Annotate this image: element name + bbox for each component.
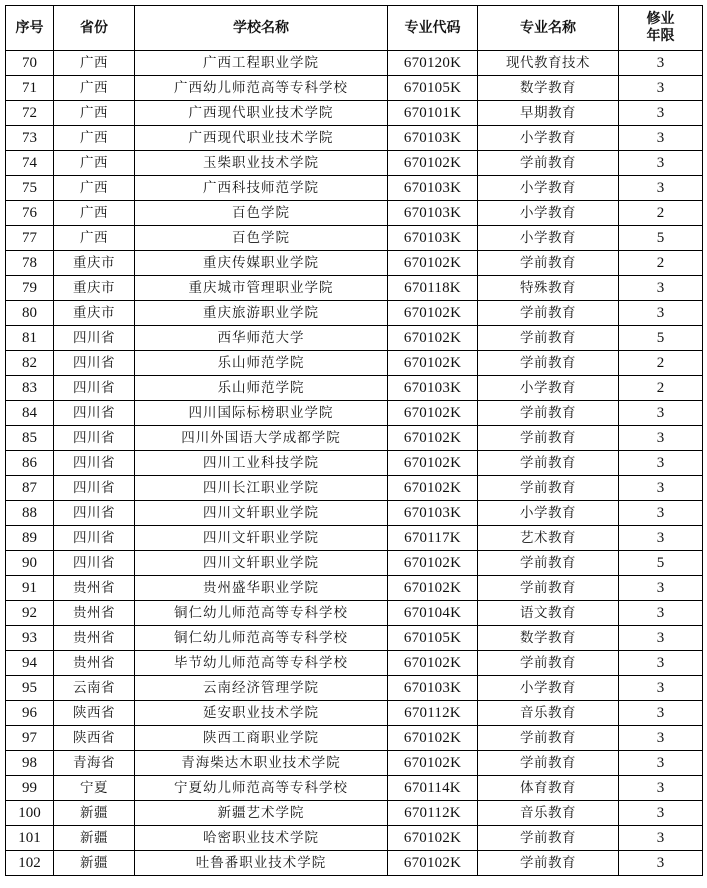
cell-province: 新疆 — [54, 851, 135, 876]
cell-province: 四川省 — [54, 426, 135, 451]
cell-province: 广西 — [54, 151, 135, 176]
cell-code: 670102K — [388, 251, 478, 276]
cell-years: 3 — [619, 701, 703, 726]
cell-no: 83 — [6, 376, 54, 401]
cell-major: 学前教育 — [478, 651, 619, 676]
cell-school: 重庆旅游职业学院 — [135, 301, 388, 326]
cell-school: 乐山师范学院 — [135, 351, 388, 376]
cell-province: 广西 — [54, 176, 135, 201]
cell-code: 670102K — [388, 326, 478, 351]
cell-school: 四川外国语大学成都学院 — [135, 426, 388, 451]
cell-code: 670103K — [388, 676, 478, 701]
cell-no: 97 — [6, 726, 54, 751]
cell-no: 98 — [6, 751, 54, 776]
cell-no: 96 — [6, 701, 54, 726]
cell-code: 670102K — [388, 426, 478, 451]
cell-major: 数学教育 — [478, 626, 619, 651]
cell-province: 重庆市 — [54, 301, 135, 326]
cell-school: 云南经济管理学院 — [135, 676, 388, 701]
cell-major: 学前教育 — [478, 851, 619, 876]
cell-years: 3 — [619, 676, 703, 701]
cell-province: 广西 — [54, 201, 135, 226]
cell-code: 670103K — [388, 126, 478, 151]
cell-province: 四川省 — [54, 551, 135, 576]
cell-code: 670102K — [388, 451, 478, 476]
cell-years: 2 — [619, 376, 703, 401]
cell-code: 670102K — [388, 301, 478, 326]
cell-no: 81 — [6, 326, 54, 351]
cell-major: 学前教育 — [478, 751, 619, 776]
table-row — [6, 426, 703, 451]
table-row — [6, 826, 703, 851]
cell-years: 3 — [619, 276, 703, 301]
cell-years: 3 — [619, 501, 703, 526]
table-row — [6, 601, 703, 626]
header-major: 专业名称 — [478, 6, 619, 51]
cell-code: 670103K — [388, 376, 478, 401]
cell-province: 重庆市 — [54, 276, 135, 301]
cell-no: 94 — [6, 651, 54, 676]
cell-major: 学前教育 — [478, 551, 619, 576]
cell-years: 3 — [619, 751, 703, 776]
cell-province: 四川省 — [54, 476, 135, 501]
cell-major: 现代教育技术 — [478, 51, 619, 76]
cell-major: 学前教育 — [478, 426, 619, 451]
table-row — [6, 451, 703, 476]
program-table — [5, 5, 703, 876]
cell-major: 体育教育 — [478, 776, 619, 801]
cell-code: 670102K — [388, 151, 478, 176]
cell-school: 延安职业技术学院 — [135, 701, 388, 726]
table-row — [6, 401, 703, 426]
table-header — [6, 6, 703, 51]
cell-years: 5 — [619, 226, 703, 251]
cell-code: 670114K — [388, 776, 478, 801]
cell-code: 670105K — [388, 626, 478, 651]
cell-major: 学前教育 — [478, 251, 619, 276]
cell-no: 100 — [6, 801, 54, 826]
cell-school: 西华师范大学 — [135, 326, 388, 351]
cell-major: 数学教育 — [478, 76, 619, 101]
cell-school: 四川文轩职业学院 — [135, 501, 388, 526]
table-row — [6, 301, 703, 326]
cell-no: 71 — [6, 76, 54, 101]
table-row — [6, 476, 703, 501]
cell-code: 670103K — [388, 226, 478, 251]
cell-province: 四川省 — [54, 526, 135, 551]
cell-major: 特殊教育 — [478, 276, 619, 301]
cell-code: 670102K — [388, 851, 478, 876]
cell-years: 3 — [619, 651, 703, 676]
table-row — [6, 726, 703, 751]
cell-major: 学前教育 — [478, 576, 619, 601]
cell-years: 5 — [619, 326, 703, 351]
header-school: 学校名称 — [135, 6, 388, 51]
cell-years: 5 — [619, 551, 703, 576]
cell-years: 3 — [619, 301, 703, 326]
cell-province: 云南省 — [54, 676, 135, 701]
cell-province: 四川省 — [54, 351, 135, 376]
cell-province: 广西 — [54, 76, 135, 101]
cell-province: 新疆 — [54, 801, 135, 826]
cell-years: 2 — [619, 251, 703, 276]
cell-years: 3 — [619, 576, 703, 601]
cell-school: 哈密职业技术学院 — [135, 826, 388, 851]
cell-code: 670102K — [388, 476, 478, 501]
cell-no: 73 — [6, 126, 54, 151]
table-body — [6, 51, 703, 876]
header-years-line2: 年限 — [646, 28, 675, 44]
cell-years: 3 — [619, 51, 703, 76]
cell-province: 四川省 — [54, 401, 135, 426]
cell-code: 670112K — [388, 701, 478, 726]
cell-major: 学前教育 — [478, 726, 619, 751]
cell-province: 四川省 — [54, 326, 135, 351]
cell-no: 72 — [6, 101, 54, 126]
cell-years: 3 — [619, 626, 703, 651]
header-province: 省份 — [54, 6, 135, 51]
cell-school: 重庆传媒职业学院 — [135, 251, 388, 276]
table-row — [6, 76, 703, 101]
cell-school: 毕节幼儿师范高等专科学校 — [135, 651, 388, 676]
table-row — [6, 251, 703, 276]
cell-major: 小学教育 — [478, 201, 619, 226]
cell-major: 小学教育 — [478, 501, 619, 526]
cell-major: 音乐教育 — [478, 801, 619, 826]
table-row — [6, 51, 703, 76]
cell-code: 670102K — [388, 576, 478, 601]
cell-years: 3 — [619, 801, 703, 826]
cell-major: 小学教育 — [478, 226, 619, 251]
cell-school: 重庆城市管理职业学院 — [135, 276, 388, 301]
cell-code: 670120K — [388, 51, 478, 76]
cell-school: 百色学院 — [135, 201, 388, 226]
cell-years: 2 — [619, 201, 703, 226]
table-row — [6, 276, 703, 301]
cell-school: 四川文轩职业学院 — [135, 551, 388, 576]
cell-no: 95 — [6, 676, 54, 701]
table-row — [6, 751, 703, 776]
cell-code: 670103K — [388, 201, 478, 226]
cell-school: 四川工业科技学院 — [135, 451, 388, 476]
cell-school: 铜仁幼儿师范高等专科学校 — [135, 601, 388, 626]
cell-years: 3 — [619, 101, 703, 126]
cell-province: 宁夏 — [54, 776, 135, 801]
cell-no: 76 — [6, 201, 54, 226]
table-row — [6, 201, 703, 226]
cell-school: 宁夏幼儿师范高等专科学校 — [135, 776, 388, 801]
cell-no: 99 — [6, 776, 54, 801]
table-row — [6, 151, 703, 176]
cell-no: 85 — [6, 426, 54, 451]
table-row — [6, 651, 703, 676]
cell-school: 广西工程职业学院 — [135, 51, 388, 76]
cell-school: 吐鲁番职业技术学院 — [135, 851, 388, 876]
cell-years: 3 — [619, 176, 703, 201]
table-row — [6, 676, 703, 701]
cell-major: 小学教育 — [478, 176, 619, 201]
cell-code: 670112K — [388, 801, 478, 826]
cell-province: 贵州省 — [54, 626, 135, 651]
table-row — [6, 101, 703, 126]
cell-province: 新疆 — [54, 826, 135, 851]
table-row — [6, 501, 703, 526]
cell-school: 铜仁幼儿师范高等专科学校 — [135, 626, 388, 651]
cell-no: 86 — [6, 451, 54, 476]
cell-code: 670102K — [388, 651, 478, 676]
cell-school: 四川长江职业学院 — [135, 476, 388, 501]
cell-no: 101 — [6, 826, 54, 851]
cell-major: 学前教育 — [478, 401, 619, 426]
cell-code: 670102K — [388, 751, 478, 776]
cell-years: 3 — [619, 126, 703, 151]
table-row — [6, 376, 703, 401]
cell-code: 670102K — [388, 351, 478, 376]
cell-school: 陕西工商职业学院 — [135, 726, 388, 751]
cell-major: 语文教育 — [478, 601, 619, 626]
cell-years: 3 — [619, 826, 703, 851]
cell-no: 87 — [6, 476, 54, 501]
cell-major: 学前教育 — [478, 301, 619, 326]
cell-school: 青海柴达木职业技术学院 — [135, 751, 388, 776]
cell-code: 670102K — [388, 826, 478, 851]
cell-school: 四川国际标榜职业学院 — [135, 401, 388, 426]
cell-major: 学前教育 — [478, 826, 619, 851]
cell-code: 670103K — [388, 176, 478, 201]
cell-school: 广西现代职业技术学院 — [135, 101, 388, 126]
table-row — [6, 526, 703, 551]
cell-province: 贵州省 — [54, 601, 135, 626]
cell-no: 84 — [6, 401, 54, 426]
table-row — [6, 801, 703, 826]
table-row — [6, 701, 703, 726]
table-row — [6, 126, 703, 151]
cell-years: 3 — [619, 851, 703, 876]
table-row — [6, 351, 703, 376]
cell-years: 3 — [619, 726, 703, 751]
cell-province: 四川省 — [54, 501, 135, 526]
cell-no: 92 — [6, 601, 54, 626]
cell-school: 四川文轩职业学院 — [135, 526, 388, 551]
cell-code: 670103K — [388, 501, 478, 526]
cell-major: 小学教育 — [478, 676, 619, 701]
cell-province: 广西 — [54, 126, 135, 151]
cell-no: 90 — [6, 551, 54, 576]
cell-province: 陕西省 — [54, 726, 135, 751]
document-page — [5, 5, 703, 876]
cell-no: 75 — [6, 176, 54, 201]
cell-province: 广西 — [54, 226, 135, 251]
table-row — [6, 226, 703, 251]
table-row — [6, 776, 703, 801]
header-row — [6, 6, 703, 51]
cell-no: 80 — [6, 301, 54, 326]
cell-province: 贵州省 — [54, 651, 135, 676]
table-row — [6, 851, 703, 876]
cell-no: 70 — [6, 51, 54, 76]
header-code: 专业代码 — [388, 6, 478, 51]
cell-province: 广西 — [54, 101, 135, 126]
cell-years: 3 — [619, 526, 703, 551]
cell-code: 670101K — [388, 101, 478, 126]
cell-no: 78 — [6, 251, 54, 276]
table-row — [6, 326, 703, 351]
cell-years: 3 — [619, 76, 703, 101]
table-row — [6, 626, 703, 651]
cell-years: 3 — [619, 776, 703, 801]
cell-no: 79 — [6, 276, 54, 301]
cell-province: 重庆市 — [54, 251, 135, 276]
cell-years: 3 — [619, 476, 703, 501]
cell-school: 乐山师范学院 — [135, 376, 388, 401]
cell-no: 82 — [6, 351, 54, 376]
cell-code: 670104K — [388, 601, 478, 626]
cell-code: 670102K — [388, 726, 478, 751]
cell-no: 88 — [6, 501, 54, 526]
cell-no: 77 — [6, 226, 54, 251]
cell-no: 89 — [6, 526, 54, 551]
cell-code: 670102K — [388, 401, 478, 426]
cell-major: 音乐教育 — [478, 701, 619, 726]
cell-code: 670105K — [388, 76, 478, 101]
cell-school: 新疆艺术学院 — [135, 801, 388, 826]
cell-province: 陕西省 — [54, 701, 135, 726]
cell-no: 74 — [6, 151, 54, 176]
cell-years: 3 — [619, 401, 703, 426]
cell-major: 学前教育 — [478, 351, 619, 376]
cell-province: 贵州省 — [54, 576, 135, 601]
cell-major: 早期教育 — [478, 101, 619, 126]
cell-major: 学前教育 — [478, 326, 619, 351]
cell-major: 学前教育 — [478, 476, 619, 501]
cell-no: 91 — [6, 576, 54, 601]
cell-major: 学前教育 — [478, 451, 619, 476]
cell-years: 2 — [619, 351, 703, 376]
cell-years: 3 — [619, 601, 703, 626]
cell-school: 广西现代职业技术学院 — [135, 126, 388, 151]
cell-years: 3 — [619, 151, 703, 176]
cell-major: 学前教育 — [478, 151, 619, 176]
cell-major: 小学教育 — [478, 376, 619, 401]
cell-major: 小学教育 — [478, 126, 619, 151]
header-no: 序号 — [6, 6, 54, 51]
cell-years: 3 — [619, 451, 703, 476]
cell-province: 四川省 — [54, 451, 135, 476]
cell-school: 玉柴职业技术学院 — [135, 151, 388, 176]
table-row — [6, 576, 703, 601]
cell-code: 670102K — [388, 551, 478, 576]
table-row — [6, 176, 703, 201]
cell-no: 93 — [6, 626, 54, 651]
cell-no: 102 — [6, 851, 54, 876]
cell-province: 广西 — [54, 51, 135, 76]
cell-school: 贵州盛华职业学院 — [135, 576, 388, 601]
cell-code: 670118K — [388, 276, 478, 301]
cell-province: 青海省 — [54, 751, 135, 776]
header-years-line1: 修业 — [646, 11, 675, 27]
cell-years: 3 — [619, 426, 703, 451]
cell-code: 670117K — [388, 526, 478, 551]
cell-school: 广西科技师范学院 — [135, 176, 388, 201]
cell-school: 广西幼儿师范高等专科学校 — [135, 76, 388, 101]
cell-major: 艺术教育 — [478, 526, 619, 551]
cell-province: 四川省 — [54, 376, 135, 401]
cell-school: 百色学院 — [135, 226, 388, 251]
header-years — [619, 6, 703, 51]
table-row — [6, 551, 703, 576]
